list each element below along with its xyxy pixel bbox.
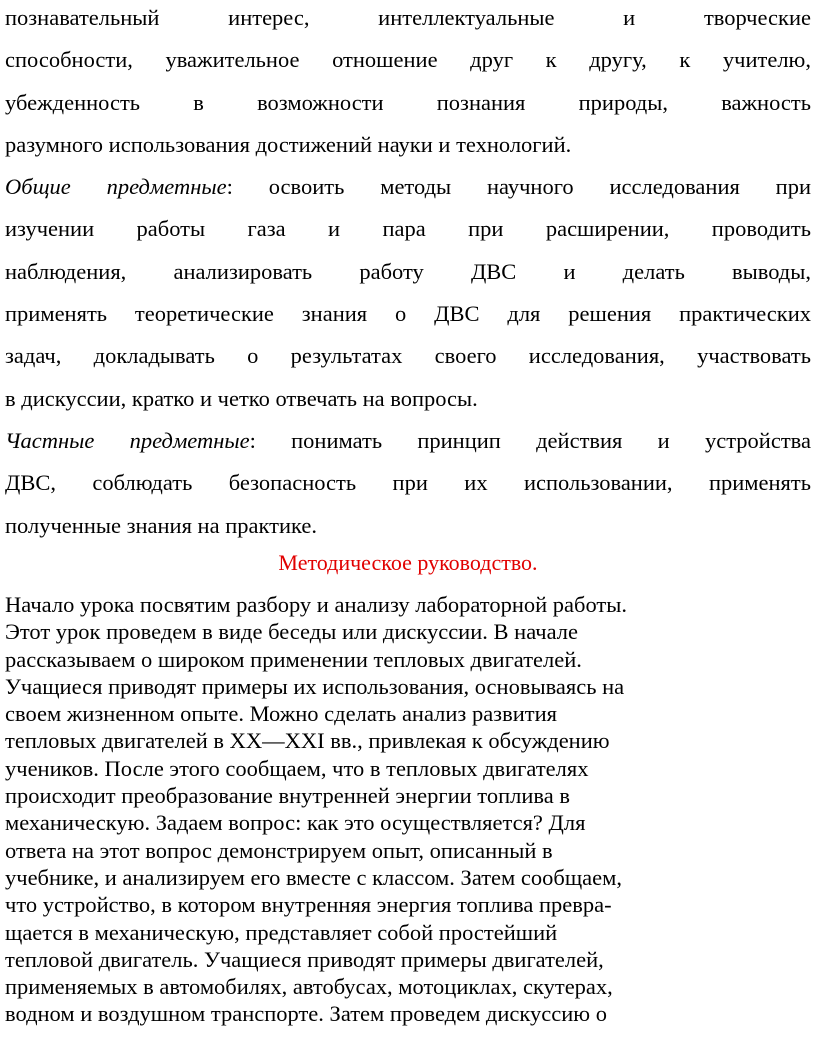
guide-line-12: что устройство, в котором внутренняя энергия топлива превра-	[5, 892, 612, 918]
paragraph-3-line-1	[5, 423, 811, 465]
objectives-section	[5, 0, 811, 550]
paragraph-1-line-4: разумного использования достижений науки и технологий.	[5, 131, 572, 157]
guide-line-14: тепловой двигатель. Учащиеся приводят примеры двигателей,	[5, 946, 604, 972]
paragraph-3-line-3: полученные знания на практике.	[5, 512, 317, 538]
guide-line-8: происходит преобразование внутренней энергии топлива в	[5, 783, 570, 809]
paragraph-1-line-3: убежденность в возможности познания природы, важность	[5, 89, 811, 115]
methodical-guide-section	[5, 591, 811, 1028]
paragraph-3-line-2: ДВС, соблюдать безопасность при их использовании, применять	[5, 470, 811, 496]
guide-line-11: учебнике, и анализируем его вместе с классом. Затем сообщаем,	[5, 864, 623, 890]
guide-line-5: своем жизненном опыте. Можно сделать анализ развития	[5, 701, 557, 727]
guide-line-1: Начало урока посвятим разбору и анализу лабораторной работы.	[5, 592, 628, 617]
paragraph-1-line-1: познавательный интерес, интеллектуальные и творческие	[5, 5, 811, 30]
section-heading: Методическое руководство.	[278, 550, 538, 575]
guide-line-9: механическую. Задаем вопрос: как это осуществляется? Для	[5, 810, 586, 836]
guide-line-13: щается в механическую, представляет собой простейший	[5, 919, 558, 945]
paragraph-1-line-2: способности, уважительное отношение друг к другу, к учителю,	[5, 47, 811, 73]
paragraph-2-first-line-text: : освоить методы научного исследования при	[226, 174, 812, 200]
paragraph-2-line-5: задач, докладывать о результатах своего исследования, участвовать	[5, 343, 811, 369]
paragraph-2-line-3: наблюдения, анализировать работу ДВС и делать выводы,	[5, 258, 811, 284]
guide-line-6: тепловых двигателей в XX—XXI вв., привлекая к обсуждению	[5, 728, 610, 754]
general-subject-label: Общие предметные	[5, 174, 227, 200]
guide-line-2: Этот урок проведем в виде беседы или дискуссии. В начале	[5, 619, 578, 645]
paragraph-2-line-6: в дискуссии, кратко и четко отвечать на вопросы.	[5, 385, 478, 411]
paragraph-2-line-4: применять теоретические знания о ДВС для решения практических	[5, 301, 811, 327]
guide-line-4: Учащиеся приводят примеры их использования, основываясь на	[5, 673, 625, 699]
paragraph-2-line-2: изучении работы газа и пара при расширении, проводить	[5, 216, 811, 242]
guide-line-15: применяемых в автомобилях, автобусах, мотоциклах, скутерах,	[5, 974, 613, 1000]
paragraph-3-first-line-text: : понимать принцип действия и устройства	[249, 427, 811, 453]
guide-line-16: водном и воздушном транспорте. Затем проведем дискуссию о	[5, 1001, 607, 1027]
paragraph-2-line-1	[5, 169, 811, 211]
guide-line-3: рассказываем о широком применении тепловых двигателей.	[5, 646, 582, 672]
guide-line-7: учеников. После этого сообщаем, что в тепловых двигателях	[5, 755, 589, 781]
specific-subject-label: Частные предметные	[5, 427, 250, 453]
guide-line-10: ответа на этот вопрос демонстрируем опыт, описанный в	[5, 837, 553, 863]
